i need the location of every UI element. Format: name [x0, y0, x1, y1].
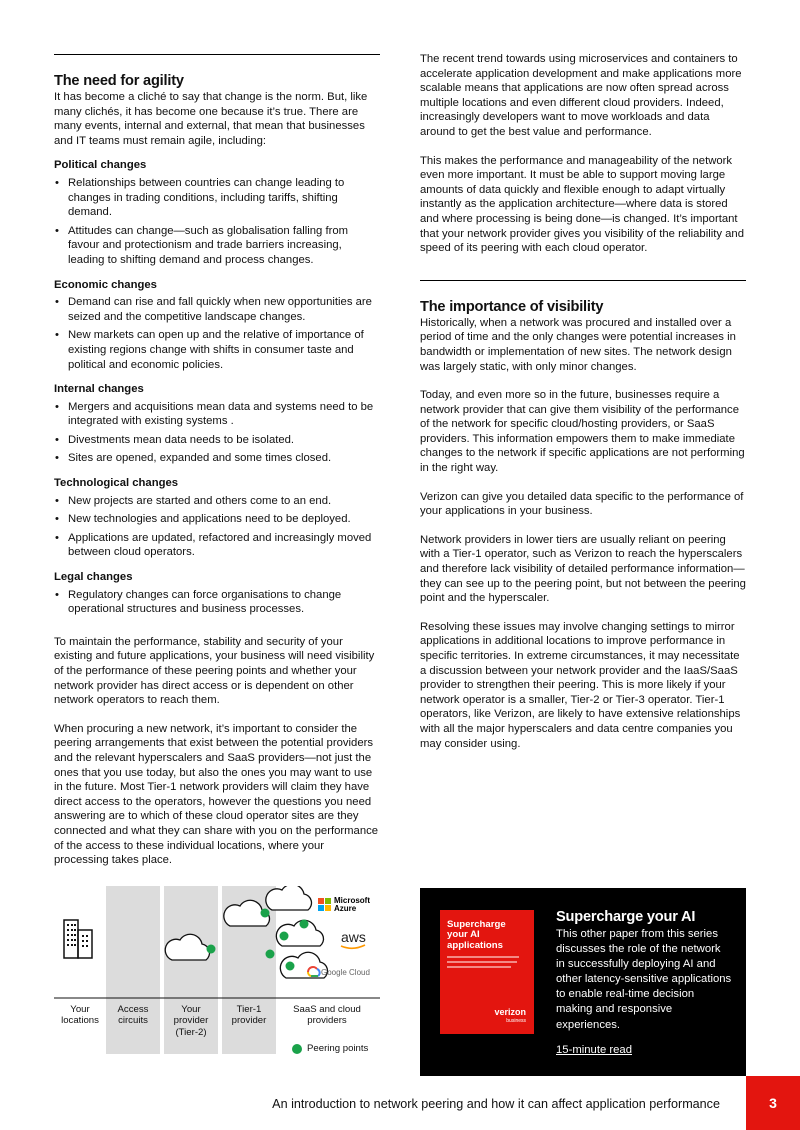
diagram-label: Your locations: [61, 1004, 99, 1027]
microsoft-label: Microsoft: [334, 896, 370, 905]
list-item: • Applications are updated, refactored and increasingly moved between cloud operators.: [54, 531, 380, 560]
read-link[interactable]: 15-minute read: [556, 1044, 632, 1056]
peering-legend-label: Peering points: [307, 1043, 369, 1054]
section-title: Internal changes: [54, 383, 144, 396]
spacer: [420, 476, 746, 490]
diagram-label: SaaS and cloud providers: [293, 1004, 361, 1027]
section-title: Economic changes: [54, 278, 157, 291]
agility-heading: The need for agility: [54, 73, 184, 89]
list-item: • Divestments mean data needs to be isolated.: [54, 433, 380, 448]
list-item: • Relationships between countries can change leading to changes in trading conditions, including tariffs, shifting demand.: [54, 176, 380, 220]
aws-smile-icon: [341, 945, 365, 948]
body-paragraph: When procuring a new network, it’s important to consider the peering arrangements that exist between the potential providers and the relevant hyperscalers and SaaS providers—not just the ones that you use today, but also the ones you may want to use in the future. Most Tier-1 network providers will claim they have direct access to the operators, however the questions you need answering are to which of these cloud operator sites are they connected and what they can share with you on the performance of the access to these individual locations, where your processing takes place.: [54, 722, 379, 867]
peering-point: [266, 950, 275, 959]
list-item: • Regulatory changes can force organisations to change operational structures and business processes.: [54, 588, 380, 617]
body-paragraph: Resolving these issues may involve changing settings to mirror applications in additional locations to improve performance in specific territories. In extreme circumstances, it may necessitate a discussion between your network provider and the IaaS/SaaS provider to strengthen their peering. This is more likely if your network operator is a smaller, Tier-2 or Tier-3 operator. Tier-1 operators, like Verizon, are likely to have extensive relationships with all the major hyperscalers and data centre companies you may consider using.: [420, 620, 741, 750]
diagram-label: Tier-1 provider: [231, 1004, 267, 1027]
section-title: Political changes: [54, 159, 147, 172]
bullet-list: [54, 176, 380, 268]
paper-cover-thumbnail[interactable]: [440, 910, 534, 1034]
section-title: Legal changes: [54, 571, 133, 584]
microsoft-logo-icon: [318, 898, 331, 911]
section-rule: [420, 280, 746, 281]
aws-logo: aws: [341, 929, 366, 945]
body-paragraph: Historically, when a network was procured and installed over a period of time and the only changes were potential increases in bandwidth or implementation of new sites. The network design was largely static, with only minor changes.: [420, 316, 736, 373]
diagram-label: Access circuits: [117, 1004, 149, 1027]
list-item: • New markets can open up and the relative of importance of existing regions change with shifts in consumer taste and political and economic policies.: [54, 328, 380, 372]
cover-title: Supercharge your AI applications: [447, 919, 506, 951]
peering-legend: [292, 1042, 368, 1057]
change-sections: [54, 158, 380, 616]
diagram-label: Your provider (Tier-2): [173, 1004, 209, 1038]
peering-point: [207, 945, 216, 954]
promo-description: This other paper from this series discusses the role of the network in successfully deploying AI and other latency-sensitive applications to enable real-time decision making and responsive experiences.: [556, 928, 732, 1031]
peering-dot-icon: [292, 1044, 302, 1054]
spacer: [420, 374, 746, 388]
body-paragraph: This makes the performance and manageability of the network even more important. It must be able to support moving large amounts of data quickly and flexible enough to adapt virtually instantly as the application architecture—where data is stored and where processing is being done—is changed. It’s important that your network provider gives you visibility of the reliability and speed of its peering with each cloud operator.: [420, 154, 744, 255]
peering-point: [280, 932, 289, 941]
list-item: • New projects are started and others come to an end.: [54, 494, 380, 509]
footer-title: An introduction to network peering and how it can affect application performance: [272, 1097, 720, 1111]
list-item: • Mergers and acquisitions mean data and systems need to be integrated with existing systems .: [54, 400, 380, 429]
promo-title: Supercharge your AI: [556, 909, 696, 925]
diagram-graphic: [54, 886, 380, 1004]
list-item: • Sites are opened, expanded and some times closed.: [54, 451, 380, 466]
peering-point: [286, 962, 295, 971]
body-paragraph: Network providers in lower tiers are usually reliant on peering with a Tier-1 operator, such as Verizon to reach the hyperscalers and therefore lack visibility of detailed performance information—they can see up to the peering point, but not between the peering point and the hyperscaler.: [420, 533, 746, 605]
cloud-icon: [266, 886, 312, 910]
page-number: 3: [746, 1076, 800, 1130]
right-column: [420, 52, 746, 751]
spacer: [420, 519, 746, 533]
bullet-list: [54, 295, 380, 372]
body-paragraph: The recent trend towards using microservices and containers to accelerate application development and make applications more scalable means that applications are now often spread across multiple locations and even different cloud providers. Indeed, increasingly developers want to move workloads and data around to get the best value and performance.: [420, 53, 742, 138]
cloud-icon: [165, 934, 209, 960]
spacer: [420, 606, 746, 620]
bullet-list: [54, 400, 380, 466]
list-item: • New technologies and applications need to be deployed.: [54, 512, 380, 527]
building-icon: [64, 920, 92, 958]
agility-intro: It has become a cliché to say that change is the norm. But, like many clichés, it has become one because it’s true. There are many events, internal and external, that mean that businesses and IT teams must remain agile, including:: [54, 91, 368, 147]
peering-point: [261, 909, 270, 918]
left-column: [54, 54, 380, 868]
spacer: [54, 708, 380, 722]
body-paragraph: Today, and even more so in the future, businesses require a network provider that can give them visibility of the performance of the network for specific cloud/hosting providers, or SaaS providers. This information empowers them to make immediate changes to the network if specific applications are not performing in the right way.: [420, 389, 745, 475]
visibility-heading: The importance of visibility: [420, 298, 604, 315]
azure-label: Azure: [334, 904, 357, 913]
peering-diagram: [54, 886, 380, 1056]
list-item: • Demand can rise and fall quickly when new opportunities are seized and the competitive landscape changes.: [54, 295, 380, 324]
promo-box: [420, 888, 746, 1076]
body-paragraph: Verizon can give you detailed data specific to the performance of your applications in your business.: [420, 490, 744, 518]
bullet-list: [54, 494, 380, 560]
list-item: • Attitudes can change—such as globalisation falling from favour and protectionism and trade barriers increasing, leading to shifting demand and process changes.: [54, 224, 380, 268]
section-title: Technological changes: [54, 477, 179, 490]
peering-point: [300, 920, 309, 929]
section-rule: [54, 54, 380, 55]
verizon-logo: verizon business: [494, 1007, 526, 1024]
spacer: [420, 140, 746, 154]
bullet-list: [54, 588, 380, 617]
spacer: [54, 621, 380, 635]
google-cloud-label: Google Cloud: [321, 968, 370, 977]
body-paragraph: To maintain the performance, stability and security of your existing and future applications, your business will need visibility of the performance of these peering points and whether your network provider has direct access or is dependent on other network operators to reach them.: [54, 635, 375, 707]
